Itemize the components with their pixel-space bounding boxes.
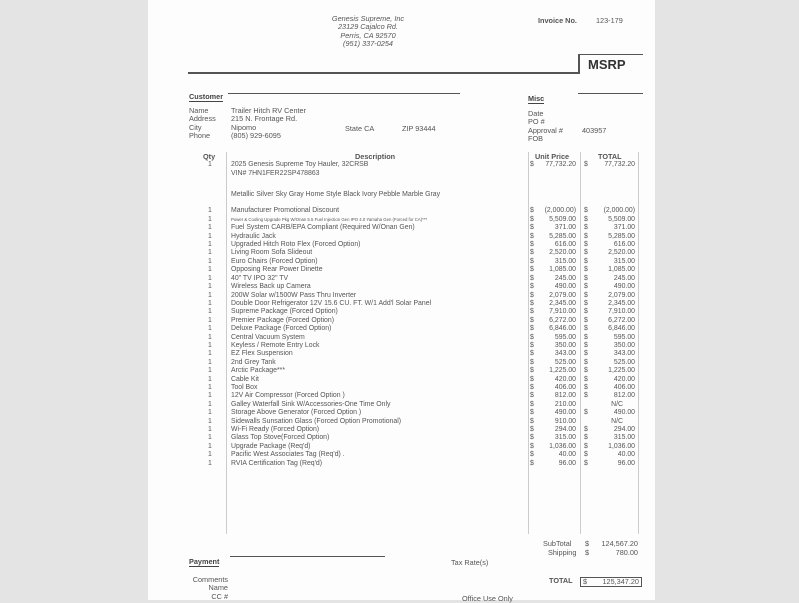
currency: $ <box>584 316 588 324</box>
item-qty: 1 <box>208 367 212 375</box>
currency: $ <box>584 161 588 169</box>
spacer <box>188 199 643 207</box>
item-qty: 1 <box>208 375 212 383</box>
table-row <box>188 317 643 325</box>
item-qty: 1 <box>208 241 212 249</box>
divider <box>228 93 460 94</box>
currency: $ <box>530 325 534 333</box>
currency: $ <box>584 409 588 417</box>
currency: $ <box>530 291 534 299</box>
table-row <box>188 224 643 232</box>
currency: $ <box>584 341 588 349</box>
currency: $ <box>584 350 588 358</box>
currency: $ <box>584 375 588 383</box>
currency: $ <box>530 375 534 383</box>
table-row <box>188 292 643 300</box>
company-name: Genesis Supreme, Inc <box>331 14 405 23</box>
item-total: 2,079.00 <box>608 291 635 299</box>
item-unit: 525.00 <box>554 358 576 366</box>
company-phone: (951) 337-0254 <box>343 39 393 49</box>
total: 77,732.20 <box>604 161 635 169</box>
item-description: 200W Solar w/1500W Pass Thru Inverter <box>231 291 357 299</box>
currency: $ <box>584 392 588 400</box>
item-unit: 315.00 <box>554 257 576 265</box>
item-unit: 40.00 <box>558 451 576 459</box>
item-description: Storage Above Generator (Forced Option ) <box>231 409 362 417</box>
approval-label: Approval # <box>528 125 563 135</box>
item-qty: 1 <box>208 426 212 433</box>
qty-header: Qty <box>203 152 216 161</box>
item-qty: 1 <box>208 350 212 358</box>
currency: $ <box>530 426 534 433</box>
currency: $ <box>530 451 534 459</box>
table-row <box>188 275 643 283</box>
item-qty: 1 <box>208 224 212 232</box>
item-qty: 1 <box>208 442 212 450</box>
item-qty: 1 <box>208 341 212 349</box>
company-city: Perris, CA 92570 <box>340 30 396 40</box>
item-description: Living Room Sofa Slideout <box>231 249 313 257</box>
item-description: Manufacturer Promotional Discount <box>231 207 340 215</box>
item-total: 40.00 <box>617 451 635 459</box>
table-row <box>188 216 643 224</box>
item-description: Keyless / Remote Entry Lock <box>231 341 320 349</box>
divider <box>578 54 580 74</box>
unit-price-header: Unit Price <box>535 152 570 161</box>
item-total: 1,225.00 <box>608 367 635 375</box>
currency: $ <box>584 451 588 459</box>
currency: $ <box>530 350 534 358</box>
item-unit: 5,509.00 <box>549 215 576 223</box>
table-row <box>188 426 643 434</box>
item-unit: 616.00 <box>554 241 576 249</box>
currency: $ <box>584 383 588 391</box>
currency: $ <box>530 257 534 265</box>
currency: $ <box>584 266 588 274</box>
item-qty: 1 <box>208 333 212 341</box>
item-description: Central Vacuum System <box>231 333 305 341</box>
item-qty: 1 <box>208 383 212 391</box>
item-total: 371.00 <box>613 224 635 232</box>
table-row <box>188 376 643 384</box>
currency: $ <box>584 459 588 467</box>
item-qty: 1 <box>208 451 212 459</box>
payment-labels <box>192 576 228 601</box>
item-unit: 1,225.00 <box>549 367 576 375</box>
item-total: 1,036.00 <box>608 442 635 450</box>
currency: $ <box>530 434 534 442</box>
table-row <box>188 418 643 426</box>
currency: $ <box>530 367 534 375</box>
divider <box>230 556 385 557</box>
item-qty: 1 <box>208 249 212 257</box>
table-row <box>188 283 643 291</box>
item-qty: 1 <box>208 325 212 333</box>
item-total: 812.00 <box>613 392 635 400</box>
currency: $ <box>584 241 588 249</box>
currency: $ <box>584 291 588 299</box>
currency: $ <box>584 426 588 433</box>
company-info <box>298 15 438 49</box>
currency: $ <box>584 274 588 282</box>
divider <box>578 54 643 55</box>
item-description: Arctic Package*** <box>231 367 286 375</box>
item-unit: 812.00 <box>554 392 576 400</box>
item-description: Upgrade Package (Req'd) <box>231 442 311 450</box>
table-row <box>188 392 643 400</box>
table-row <box>188 207 643 215</box>
item-total: 245.00 <box>613 274 635 282</box>
item-total: N/C <box>611 417 623 425</box>
grand-total-box <box>580 577 642 587</box>
currency: $ <box>530 266 534 274</box>
item-description: Glass Top Stove(Forced Option) <box>231 434 330 442</box>
item-description: Wireless Back up Camera <box>231 283 311 291</box>
item-description: Deluxe Package (Forced Option) <box>231 325 332 333</box>
invoice-page <box>148 0 655 603</box>
item-unit: 210.00 <box>554 400 576 408</box>
item-description: 2nd Grey Tank <box>231 358 276 366</box>
item-description: Sidewalls Sunsation Glass (Forced Option Promotional) <box>231 417 402 425</box>
table-row <box>188 342 643 350</box>
comments-label: Comments <box>192 575 228 584</box>
currency: $ <box>584 358 588 366</box>
item-description: Wi-Fi Ready (Forced Option) <box>231 426 320 433</box>
invoice-number: 123-179 <box>596 16 623 25</box>
item-qty: 1 <box>208 232 212 240</box>
item-description: Premier Package (Forced Option) <box>231 316 335 324</box>
unit-description: 2025 Genesis Supreme Toy Hauler, 32CRSB <box>231 161 369 169</box>
table-row <box>188 443 643 451</box>
item-rows <box>188 207 643 468</box>
item-unit: 371.00 <box>554 224 576 232</box>
item-total: N/C <box>611 400 623 408</box>
item-unit: 315.00 <box>554 434 576 442</box>
currency: $ <box>584 308 588 316</box>
table-row <box>188 460 643 468</box>
currency: $ <box>530 299 534 307</box>
grand-total-label: TOTAL <box>549 576 573 585</box>
item-unit: 294.00 <box>554 426 576 433</box>
item-total: 616.00 <box>613 241 635 249</box>
color-description: Metallic Silver Sky Gray Home Style Black Ivory Pebble Marble Gray <box>231 190 441 198</box>
item-description: Hydraulic Jack <box>231 232 276 240</box>
item-description: RVIA Certification Tag (Req'd) <box>231 459 323 467</box>
item-unit: 490.00 <box>554 283 576 291</box>
currency: $ <box>530 417 534 425</box>
item-total: 525.00 <box>613 358 635 366</box>
currency: $ <box>530 459 534 467</box>
table-row <box>188 233 643 241</box>
phone-label: Phone <box>189 131 211 141</box>
unit-row <box>188 161 643 169</box>
currency: $ <box>584 434 588 442</box>
cc-label: CC # <box>211 591 228 601</box>
date-label: Date <box>528 109 544 118</box>
item-qty: 1 <box>208 417 212 425</box>
item-qty: 1 <box>208 215 212 223</box>
table-row <box>188 249 643 257</box>
item-description: EZ Flex Suspension <box>231 350 293 358</box>
item-description: Fuel System CARB/EPA Compliant (Required W/Onan Gen) <box>231 224 415 232</box>
currency: $ <box>584 299 588 307</box>
currency: $ <box>530 161 534 169</box>
vin-row <box>188 170 643 178</box>
misc-labels <box>528 110 563 144</box>
vin: VIN# 7HN1FER22SP478863 <box>231 169 320 177</box>
currency: $ <box>530 333 534 341</box>
item-qty: 1 <box>208 299 212 307</box>
currency: $ <box>530 383 534 391</box>
customer-state: State CA <box>345 123 375 133</box>
item-description: Tool Box <box>231 383 258 391</box>
currency: $ <box>583 577 588 586</box>
currency: $ <box>530 308 534 316</box>
currency: $ <box>585 548 590 557</box>
currency: $ <box>584 442 588 450</box>
item-description: Supreme Package (Forced Option) <box>231 308 338 316</box>
item-qty: 1 <box>208 400 212 408</box>
currency: $ <box>584 232 588 240</box>
item-total: 343.00 <box>613 350 635 358</box>
table-row <box>188 334 643 342</box>
invoice-label: Invoice No. <box>538 16 577 25</box>
item-total: 294.00 <box>613 426 635 433</box>
item-description: 40" TV IPO 32" TV <box>231 274 289 282</box>
currency: $ <box>584 333 588 341</box>
currency: $ <box>530 232 534 240</box>
payment-name-label: Name <box>208 583 228 593</box>
item-total: 2,520.00 <box>608 249 635 257</box>
currency: $ <box>530 215 534 223</box>
item-description: Euro Chairs (Forced Option) <box>231 257 318 265</box>
line-items-table <box>188 153 643 468</box>
currency: $ <box>530 400 534 408</box>
currency: $ <box>530 316 534 324</box>
item-description: Double Door Refrigerator 12V 15.6 CU. FT. W/1 Add'l Solar Panel <box>231 299 432 307</box>
customer-values <box>231 107 306 141</box>
table-row <box>188 451 643 459</box>
item-total: (2,000.00) <box>603 207 635 215</box>
currency: $ <box>584 215 588 223</box>
item-unit: 420.00 <box>554 375 576 383</box>
currency: $ <box>530 224 534 232</box>
item-unit: 6,272.00 <box>549 316 576 324</box>
address-label: Address <box>189 114 216 124</box>
table-row <box>188 308 643 316</box>
item-total: 6,272.00 <box>608 316 635 324</box>
item-total: 7,910.00 <box>608 308 635 316</box>
fob-label: FOB <box>528 134 543 144</box>
item-total: 6,846.00 <box>608 325 635 333</box>
table-row <box>188 434 643 442</box>
customer-phone: (805) 929-6095 <box>231 131 281 141</box>
city-label: City <box>189 122 202 132</box>
customer-address: 215 N. Frontage Rd. <box>231 114 298 124</box>
item-qty: 1 <box>208 266 212 274</box>
currency: $ <box>530 274 534 282</box>
item-unit: 1,036.00 <box>549 442 576 450</box>
item-unit: 2,520.00 <box>549 249 576 257</box>
po-label: PO # <box>528 117 545 127</box>
qty: 1 <box>208 161 212 169</box>
item-description: Cable Kit <box>231 375 259 383</box>
item-description: 12V Air Compressor (Forced Option ) <box>231 392 345 400</box>
currency: $ <box>530 442 534 450</box>
item-unit: 2,079.00 <box>549 291 576 299</box>
subtotal-label: SubTotal <box>543 539 572 548</box>
item-unit: 910.00 <box>554 417 576 425</box>
table-row <box>188 300 643 308</box>
item-unit: (2,000.00) <box>544 207 576 215</box>
item-total: 315.00 <box>613 434 635 442</box>
item-unit: 490.00 <box>554 409 576 417</box>
table-row <box>188 258 643 266</box>
item-qty: 1 <box>208 207 212 215</box>
name-label: Name <box>189 106 209 115</box>
invoice-type-label: MSRP <box>588 57 626 72</box>
item-unit: 406.00 <box>554 383 576 391</box>
total-header: TOTAL <box>598 152 622 161</box>
currency: $ <box>530 392 534 400</box>
currency: $ <box>530 207 534 215</box>
divider <box>188 72 578 74</box>
customer-heading: Customer <box>189 92 224 101</box>
item-qty: 1 <box>208 409 212 417</box>
item-description: Opposing Rear Power Dinette <box>231 266 323 274</box>
item-total: 5,285.00 <box>608 232 635 240</box>
customer-city: Nipomo <box>231 122 257 132</box>
approval-number: 403957 <box>582 125 607 135</box>
currency: $ <box>530 341 534 349</box>
item-unit: 7,910.00 <box>549 308 576 316</box>
table-row <box>188 325 643 333</box>
item-unit: 5,285.00 <box>549 232 576 240</box>
item-qty: 1 <box>208 308 212 316</box>
table-row <box>188 350 643 358</box>
table-row <box>188 409 643 417</box>
unit-price: 77,732.20 <box>545 161 576 169</box>
item-total: 420.00 <box>613 375 635 383</box>
office-use-label: Office Use Only <box>462 594 513 603</box>
spacer <box>188 178 643 186</box>
item-total: 595.00 <box>613 333 635 341</box>
currency: $ <box>530 409 534 417</box>
currency: $ <box>530 283 534 291</box>
shipping-label: Shipping <box>548 548 577 557</box>
grand-total-value: 125,347.20 <box>602 577 639 586</box>
currency: $ <box>584 207 588 215</box>
currency: $ <box>584 257 588 265</box>
table-row <box>188 401 643 409</box>
item-unit: 350.00 <box>554 341 576 349</box>
table-row <box>188 359 643 367</box>
subtotal-value: 124,567.20 <box>601 539 638 548</box>
item-unit: 245.00 <box>554 274 576 282</box>
item-total: 490.00 <box>613 283 635 291</box>
currency: $ <box>584 325 588 333</box>
item-unit: 595.00 <box>554 333 576 341</box>
currency: $ <box>584 367 588 375</box>
currency: $ <box>530 358 534 366</box>
currency: $ <box>585 539 590 548</box>
item-qty: 1 <box>208 291 212 299</box>
currency: $ <box>584 249 588 257</box>
item-total: 2,345.00 <box>608 299 635 307</box>
customer-zip: ZIP 93444 <box>402 123 436 133</box>
tax-rate-label: Tax Rate(s) <box>451 558 489 567</box>
item-total: 350.00 <box>613 341 635 349</box>
item-unit: 2,345.00 <box>549 299 576 307</box>
item-unit: 6,846.00 <box>549 325 576 333</box>
item-unit: 343.00 <box>554 350 576 358</box>
item-unit: 96.00 <box>558 459 576 467</box>
customer-labels <box>189 107 216 141</box>
item-total: 315.00 <box>613 257 635 265</box>
item-unit: 1,085.00 <box>549 266 576 274</box>
item-qty: 1 <box>208 316 212 324</box>
item-description: Galley Waterfall Sink W/Accessories-One Time Only <box>231 400 391 408</box>
shipping-value: 780.00 <box>615 548 638 557</box>
customer-name: Trailer Hitch RV Center <box>231 106 307 115</box>
divider <box>578 93 643 94</box>
item-qty: 1 <box>208 358 212 366</box>
currency: $ <box>530 241 534 249</box>
item-total: 406.00 <box>613 383 635 391</box>
item-total: 1,085.00 <box>608 266 635 274</box>
table-header <box>188 153 643 161</box>
item-qty: 1 <box>208 274 212 282</box>
misc-heading: Misc <box>528 94 545 103</box>
item-qty: 1 <box>208 392 212 400</box>
table-row <box>188 367 643 375</box>
item-total: 5,509.00 <box>608 215 635 223</box>
item-qty: 1 <box>208 459 212 467</box>
item-description: Power & Cooling Upgrade Pkg W/Onan 5.5 Fuel Injection Gen IPO 4.0 Yamaha Gen (Forced for CA)*** <box>231 216 428 222</box>
table-row <box>188 384 643 392</box>
color-row <box>188 191 643 199</box>
item-total: 96.00 <box>617 459 635 467</box>
item-total: 490.00 <box>613 409 635 417</box>
item-qty: 1 <box>208 257 212 265</box>
currency: $ <box>530 249 534 257</box>
payment-heading: Payment <box>189 557 220 566</box>
currency: $ <box>584 224 588 232</box>
description-header: Description <box>355 152 396 161</box>
table-row <box>188 266 643 274</box>
table-row <box>188 241 643 249</box>
item-description: Pacific West Associates Tag (Req'd) . <box>231 451 345 459</box>
item-description: Upgraded Hitch Roto Flex (Forced Option) <box>231 241 361 249</box>
item-qty: 1 <box>208 434 212 442</box>
currency: $ <box>584 283 588 291</box>
item-qty: 1 <box>208 283 212 291</box>
company-address: 23129 Cajalco Rd. <box>337 22 399 32</box>
